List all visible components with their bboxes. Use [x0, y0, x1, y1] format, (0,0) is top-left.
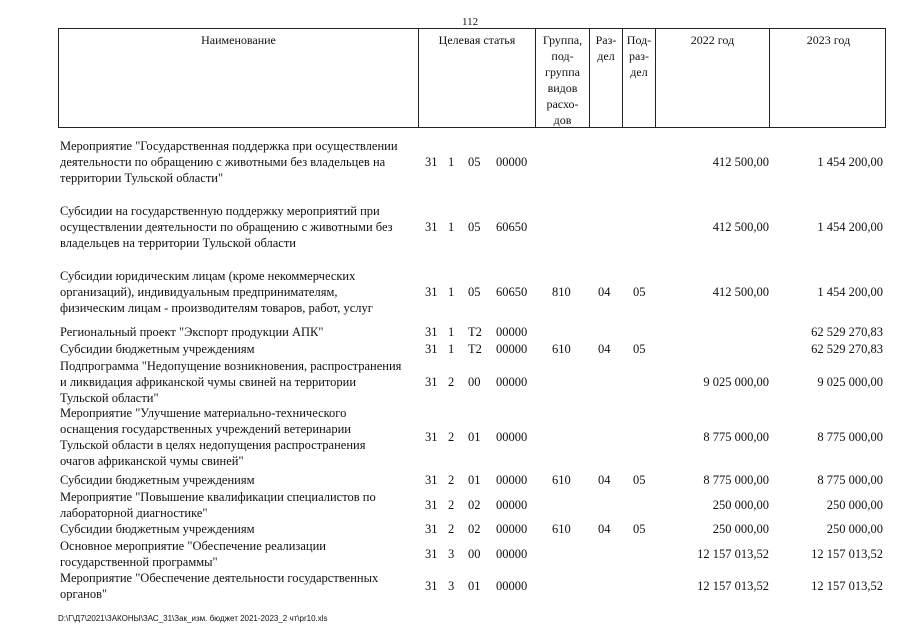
row-code-d: 00000 — [496, 579, 528, 593]
row-value-v2022: 412 500,00 — [712, 155, 769, 169]
row-name-line: Основное мероприятие "Обеспечение реализации — [60, 539, 326, 553]
row-name-line: Субсидии бюджетным учреждениям — [60, 522, 255, 536]
row-code-grp: 810 — [552, 285, 571, 299]
row-code-c: Т2 — [468, 325, 482, 339]
row-code-c: 05 — [468, 285, 481, 299]
header-line: под- — [551, 49, 574, 63]
row-value-v2022: 12 157 013,52 — [697, 547, 769, 561]
row-code-b: 2 — [448, 473, 455, 487]
row-value-v2023: 62 529 270,83 — [811, 342, 883, 356]
header-line: дел — [597, 49, 615, 63]
row-value-v2022: 250 000,00 — [712, 522, 769, 536]
header-name: Наименование — [59, 29, 419, 127]
row-code-c: 00 — [468, 375, 481, 389]
row-code-b: 2 — [448, 498, 455, 512]
row-name — [60, 324, 416, 340]
header-2022: 2022 год — [656, 29, 770, 127]
table-row — [58, 472, 886, 488]
row-code-d: 00000 — [496, 375, 528, 389]
header-line: дел — [630, 65, 648, 79]
header-subsection — [623, 29, 656, 127]
row-value-v2023: 8 775 000,00 — [817, 473, 883, 487]
header-line: видов — [547, 81, 578, 95]
row-code-a: 31 — [425, 473, 438, 487]
header-line: раз- — [628, 49, 650, 63]
row-name-line: Региональный проект "Экспорт продукции АПК" — [60, 325, 324, 339]
row-code-a: 31 — [425, 547, 438, 561]
row-name-line: Субсидии юридическим лицам (кроме некоммерческих — [60, 269, 356, 283]
row-name — [60, 203, 416, 251]
row-code-grp: 610 — [552, 473, 571, 487]
row-value-v2022: 8 775 000,00 — [703, 430, 769, 444]
row-code-b: 2 — [448, 430, 455, 444]
row-name-line: осуществлении деятельности по обращению с животными без — [60, 220, 393, 234]
row-name-line: территории Тульской области" — [60, 171, 224, 185]
row-name-line: Мероприятие "Улучшение материально-технического — [60, 406, 347, 420]
row-code-b: 1 — [448, 342, 455, 356]
row-code-d: 00000 — [496, 430, 528, 444]
row-code-sec: 04 — [598, 522, 611, 536]
row-code-b: 2 — [448, 522, 455, 536]
row-value-v2022: 412 500,00 — [712, 285, 769, 299]
header-2023: 2023 год — [806, 33, 851, 47]
row-code-d: 00000 — [496, 342, 528, 356]
row-code-b: 1 — [448, 155, 455, 169]
header-line: Группа, — [542, 33, 583, 47]
row-name-line: Подпрограмма "Недопущение возникновения, распространения — [60, 359, 402, 373]
row-code-b: 2 — [448, 375, 455, 389]
row-name-line: государственной программы" — [60, 555, 218, 569]
row-value-v2023: 12 157 013,52 — [811, 547, 883, 561]
row-name-line: владельцев на территории Тульской области — [60, 236, 296, 250]
row-code-a: 31 — [425, 155, 438, 169]
row-code-sub: 05 — [633, 285, 646, 299]
row-code-c: 05 — [468, 220, 481, 234]
row-code-b: 3 — [448, 547, 455, 561]
row-code-sub: 05 — [633, 342, 646, 356]
table-row — [58, 203, 886, 251]
row-code-sec: 04 — [598, 342, 611, 356]
row-code-c: 02 — [468, 522, 481, 536]
row-name — [60, 138, 416, 186]
row-name-line: Субсидии бюджетным учреждениям — [60, 473, 255, 487]
table-row — [58, 405, 886, 469]
row-name — [60, 538, 416, 570]
row-code-a: 31 — [425, 325, 438, 339]
row-code-d: 00000 — [496, 155, 528, 169]
row-name — [60, 268, 416, 316]
row-code-b: 3 — [448, 579, 455, 593]
row-name-line: физическим лицам - производителям товаров, работ, услуг — [60, 301, 373, 315]
row-name — [60, 489, 416, 521]
row-code-sub: 05 — [633, 522, 646, 536]
row-code-a: 31 — [425, 342, 438, 356]
row-code-a: 31 — [425, 522, 438, 536]
row-code-c: 01 — [468, 473, 481, 487]
row-code-a: 31 — [425, 285, 438, 299]
row-code-a: 31 — [425, 579, 438, 593]
row-name-line: деятельности по обращению с животными без владельцев на — [60, 155, 386, 169]
row-name-line: Субсидии на государственную поддержку мероприятий при — [60, 204, 380, 218]
row-code-b: 1 — [448, 220, 455, 234]
row-name-line: Тульской области в целях недопущения распространения — [60, 438, 366, 452]
table-row — [58, 570, 886, 602]
row-name-line: лабораторной диагностике" — [60, 506, 208, 520]
header-section — [590, 29, 623, 127]
row-code-a: 31 — [425, 375, 438, 389]
row-code-c: Т2 — [468, 342, 482, 356]
table-row — [58, 138, 886, 186]
row-name — [60, 570, 416, 602]
header-group — [536, 29, 590, 127]
row-name-line: Мероприятие "Государственная поддержка при осуществлении — [60, 139, 398, 153]
row-value-v2023: 1 454 200,00 — [817, 285, 883, 299]
row-code-d: 60650 — [496, 220, 528, 234]
table-row — [58, 268, 886, 316]
row-name — [60, 405, 416, 469]
row-value-v2023: 250 000,00 — [826, 522, 883, 536]
row-name-line: и ликвидация африканской чумы свиней на территории — [60, 375, 357, 389]
table-row — [58, 489, 886, 521]
row-value-v2023: 250 000,00 — [826, 498, 883, 512]
row-value-v2023: 12 157 013,52 — [811, 579, 883, 593]
file-path-footer: D:\Г\Д7\2021\ЗАКОНЫ\ЗАС_31\Зак_изм. бюджет 2021-2023_2 чт\pr10.xls — [58, 614, 328, 623]
row-code-sec: 04 — [598, 285, 611, 299]
row-name-line: Мероприятие "Обеспечение деятельности государственных — [60, 571, 379, 585]
row-value-v2022: 250 000,00 — [712, 498, 769, 512]
row-code-sec: 04 — [598, 473, 611, 487]
row-code-d: 00000 — [496, 473, 528, 487]
header-line: группа — [545, 65, 580, 79]
row-value-v2022: 12 157 013,52 — [697, 579, 769, 593]
row-value-v2023: 62 529 270,83 — [811, 325, 883, 339]
row-code-c: 05 — [468, 155, 481, 169]
row-name-line: органов" — [60, 587, 108, 601]
row-value-v2022: 412 500,00 — [712, 220, 769, 234]
row-name-line: очагов африканской чумы свиней" — [60, 454, 244, 468]
row-name — [60, 341, 416, 357]
row-code-c: 00 — [468, 547, 481, 561]
row-name-line: Тульской области" — [60, 391, 159, 405]
header-line: Под- — [626, 33, 652, 47]
header-line: дов — [553, 113, 572, 127]
row-code-c: 02 — [468, 498, 481, 512]
row-code-a: 31 — [425, 220, 438, 234]
row-code-d: 60650 — [496, 285, 528, 299]
row-name — [60, 472, 416, 488]
row-code-a: 31 — [425, 498, 438, 512]
header-line: Раз- — [595, 33, 617, 47]
row-value-v2022: 8 775 000,00 — [703, 473, 769, 487]
row-code-grp: 610 — [552, 522, 571, 536]
table-row — [58, 341, 886, 357]
row-name-line: Субсидии бюджетным учреждениям — [60, 342, 255, 356]
row-code-c: 01 — [468, 430, 481, 444]
row-value-v2023: 1 454 200,00 — [817, 220, 883, 234]
row-code-d: 00000 — [496, 522, 528, 536]
row-code-sub: 05 — [633, 473, 646, 487]
row-code-c: 01 — [468, 579, 481, 593]
table-row — [58, 538, 886, 570]
row-code-d: 00000 — [496, 547, 528, 561]
table-header — [58, 28, 886, 128]
row-code-d: 00000 — [496, 498, 528, 512]
table-row — [58, 324, 886, 340]
row-name — [60, 358, 416, 406]
row-name-line: организаций), индивидуальным предпринимателям, — [60, 285, 338, 299]
table-row — [58, 521, 886, 537]
row-code-a: 31 — [425, 430, 438, 444]
row-code-b: 1 — [448, 325, 455, 339]
row-value-v2023: 9 025 000,00 — [817, 375, 883, 389]
table-row — [58, 358, 886, 406]
header-line: расхо- — [546, 97, 579, 111]
row-code-b: 1 — [448, 285, 455, 299]
row-name — [60, 521, 416, 537]
row-value-v2022: 9 025 000,00 — [703, 375, 769, 389]
page-number: 112 — [462, 16, 479, 28]
row-code-grp: 610 — [552, 342, 571, 356]
row-value-v2023: 1 454 200,00 — [817, 155, 883, 169]
header-target: Целевая статья — [419, 29, 536, 127]
row-name-line: Мероприятие "Повышение квалификации специалистов по — [60, 490, 376, 504]
row-name-line: оснащения государственных учреждений ветеринарии — [60, 422, 351, 436]
row-value-v2023: 8 775 000,00 — [817, 430, 883, 444]
row-code-d: 00000 — [496, 325, 528, 339]
